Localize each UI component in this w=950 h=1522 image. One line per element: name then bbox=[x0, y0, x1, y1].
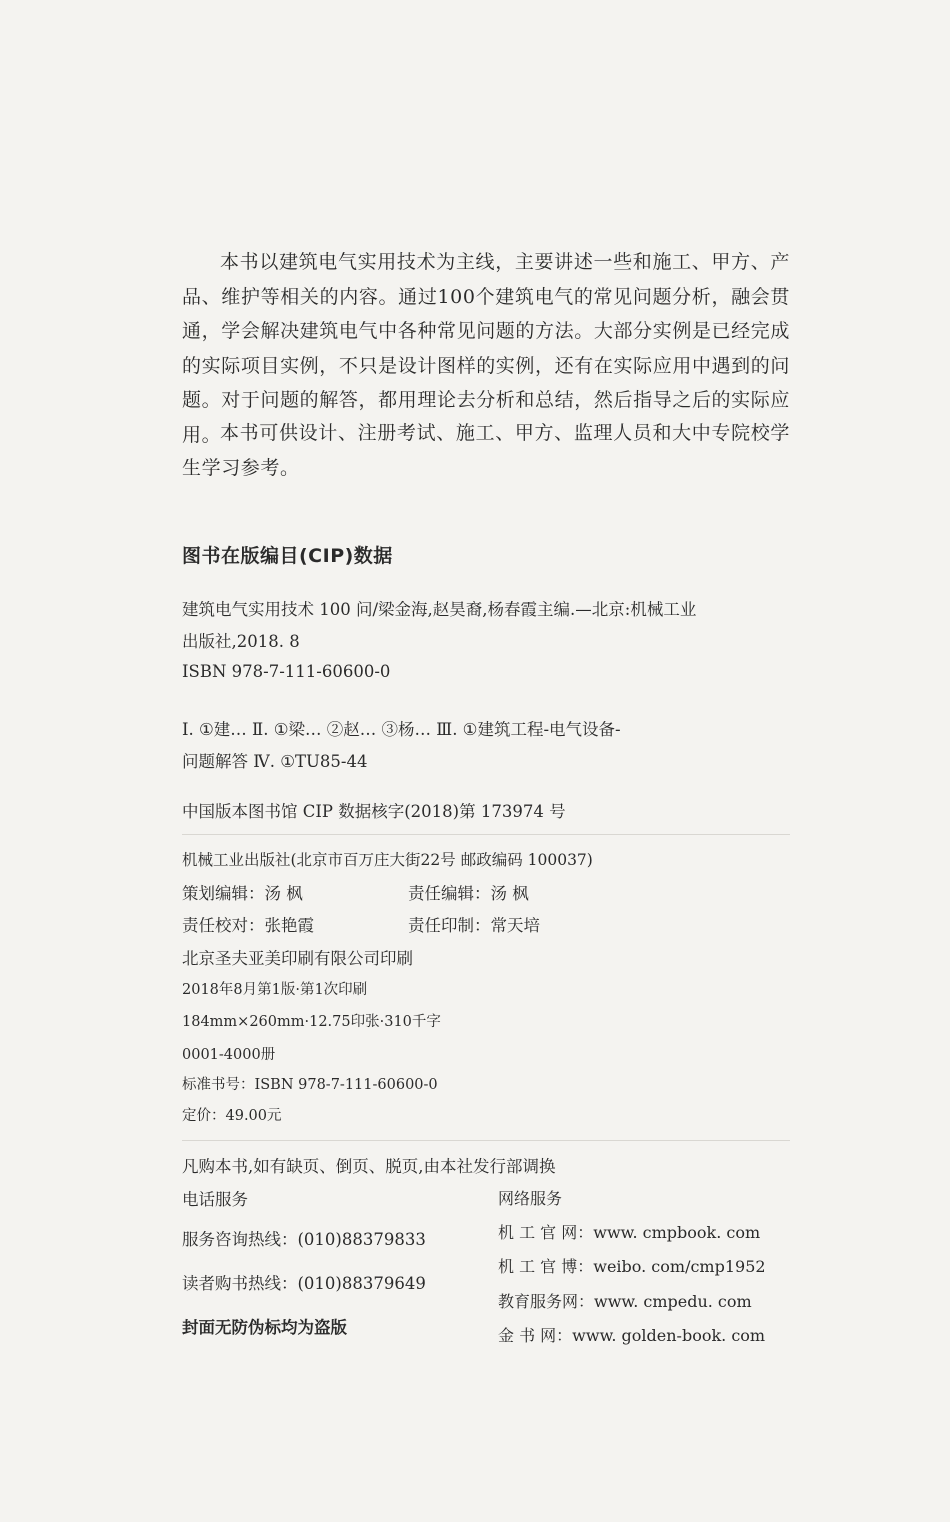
cip-isbn: ISBN 978-7-111-60600-0 bbox=[182, 662, 391, 681]
web-link-official-weibo: 机 工 官 博：weibo. com/cmp1952 bbox=[498, 1257, 766, 1276]
reader-hotline: 读者购书热线：(010)88379649 bbox=[182, 1274, 426, 1293]
planning-editor: 策划编辑：汤 枫 bbox=[182, 884, 303, 903]
web-link-golden-book: 金 书 网：www. golden-book. com bbox=[498, 1326, 766, 1345]
divider bbox=[182, 834, 790, 835]
publisher: 机械工业出版社(北京市百万庄大街22号 邮政编码 100037) bbox=[182, 851, 593, 869]
web-link-official-site: 机 工 官 网：www. cmpbook. com bbox=[498, 1223, 761, 1242]
cip-heading: 图书在版编目(CIP)数据 bbox=[182, 545, 393, 567]
phone-service-heading: 电话服务 bbox=[182, 1190, 248, 1209]
cip-number: 中国版本图书馆 CIP 数据核字(2018)第 173974 号 bbox=[182, 802, 566, 821]
replacement-notice: 凡购本书,如有缺页、倒页、脱页,由本社发行部调换 bbox=[182, 1157, 556, 1176]
cip-entry-line-2: 出版社,2018. 8 bbox=[182, 632, 300, 651]
responsible-editor: 责任编辑：汤 枫 bbox=[408, 884, 529, 903]
price: 定价：49.00元 bbox=[182, 1108, 282, 1124]
divider bbox=[182, 1140, 790, 1141]
web-service-heading: 网络服务 bbox=[498, 1189, 563, 1208]
cip-entry-line-1: 建筑电气实用技术 100 问/梁金海,赵昊裔,杨春霞主编.—北京:机械工业 bbox=[182, 600, 697, 619]
book-format: 184mm×260mm·12.75印张·310千字 bbox=[182, 1014, 441, 1030]
print-run: 0001-4000册 bbox=[182, 1047, 276, 1063]
edition: 2018年8月第1版·第1次印刷 bbox=[182, 982, 368, 998]
web-link-education: 教育服务网：www. cmpedu. com bbox=[498, 1292, 752, 1311]
book-audience bbox=[182, 416, 790, 485]
audience-paragraph: 本书可供设计、注册考试、施工、甲方、监理人员和大中专院校学生学习参考。 bbox=[182, 422, 790, 479]
cip-subject-line-1: Ⅰ. ①建… Ⅱ. ①梁… ②赵… ③杨… Ⅲ. ①建筑工程-电气设备- bbox=[182, 720, 621, 739]
print-supervisor: 责任印制：常天培 bbox=[408, 916, 540, 935]
proofreader: 责任校对：张艳霞 bbox=[182, 916, 314, 935]
anti-counterfeit-notice: 封面无防伪标均为盗版 bbox=[182, 1318, 347, 1337]
description-paragraph: 本书以建筑电气实用技术为主线，主要讲述一些和施工、甲方、产品、维护等相关的内容。通过100个建筑电气的常见问题分析，融会贯通，学会解决建筑电气中各种常见问题的方法。大部分实例是已经完成的实际项目实例，不只是设计图样的实例，还有在实际应用中遇到的问题。对于问题的解答，都用理论去分析和总结，然后指导之后的实际应用。 bbox=[182, 251, 790, 446]
cip-subject-line-2: 问题解答 Ⅳ. ①TU85-44 bbox=[182, 752, 368, 771]
standard-number: 标准书号：ISBN 978-7-111-60600-0 bbox=[182, 1077, 438, 1093]
consult-hotline: 服务咨询热线：(010)88379833 bbox=[182, 1230, 426, 1249]
printer: 北京圣夫亚美印刷有限公司印刷 bbox=[182, 949, 413, 968]
